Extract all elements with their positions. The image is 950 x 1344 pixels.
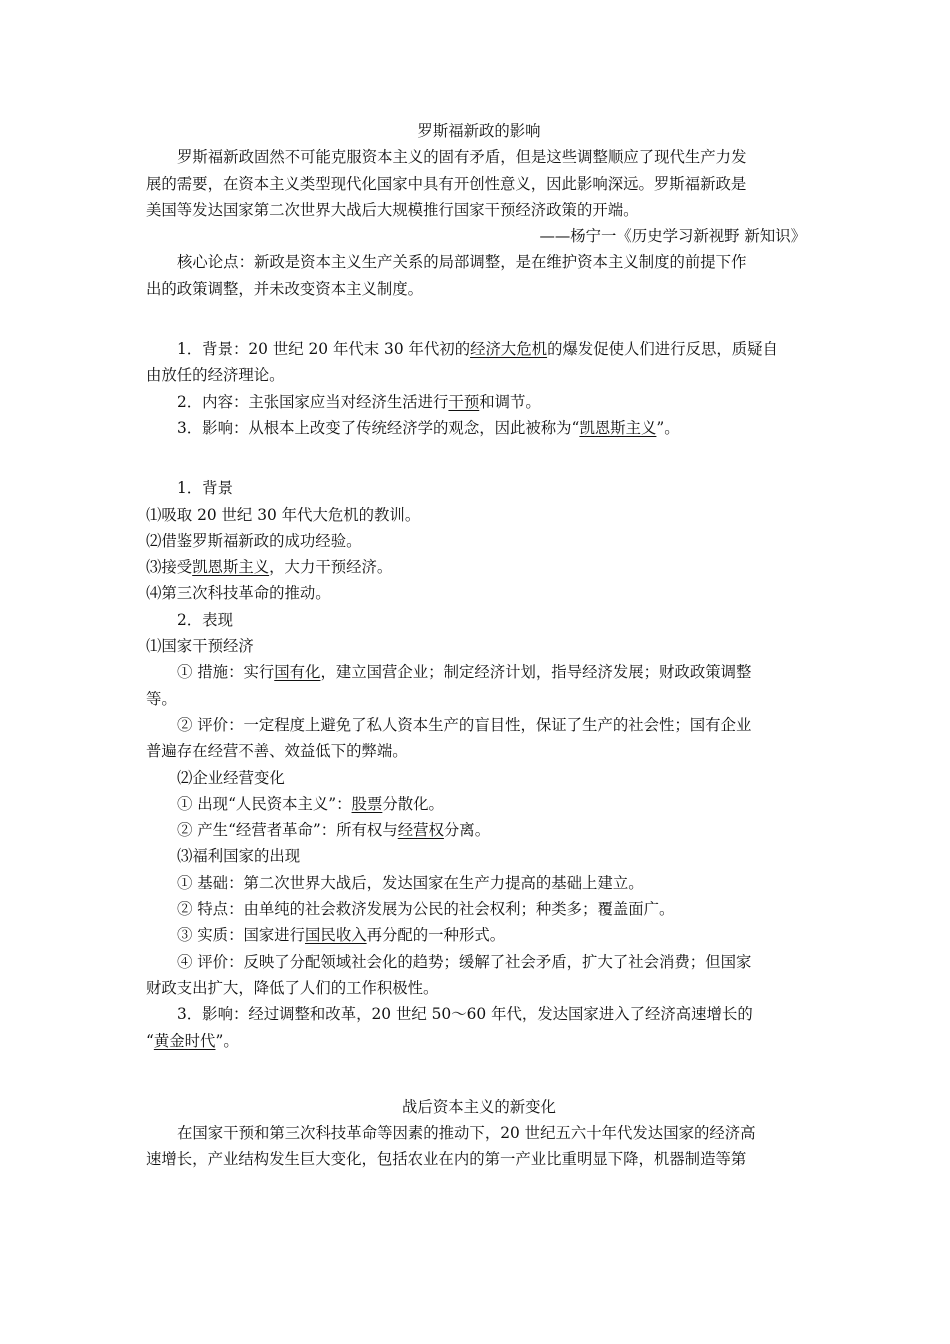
- list-item: ② 评价：一定程度上避免了私人资本生产的盲目性，保证了生产的社会性；国有企业: [177, 715, 752, 734]
- text: 1．背景：20 世纪 20 年代末 30 年代初的: [177, 340, 471, 359]
- text: ③ 实质：国家进行: [177, 926, 306, 945]
- list-item: ⑵借鉴罗斯福新政的成功经验。: [146, 531, 362, 550]
- text: 分离。: [443, 821, 491, 840]
- keyword: 国民收入: [305, 926, 367, 945]
- text: 再分配的一种形式。: [366, 926, 506, 945]
- subsection-heading: ⑶福利国家的出现: [177, 847, 301, 866]
- postwar-manifestation-heading: 2．表现: [177, 610, 233, 629]
- text: ”。: [215, 1031, 239, 1050]
- list-item: [146, 554, 812, 580]
- list-item: ④ 评价：反映了分配领域社会化的趋势；缓解了社会矛盾，扩大了社会消费；但国家: [177, 952, 752, 971]
- text: ，建立国营企业；制定经济计划，指导经济发展；财政政策调整: [320, 663, 752, 682]
- postwar-background-heading: 1．背景: [177, 479, 233, 498]
- keynes-impact: [146, 415, 812, 441]
- section-title-roosevelt: 罗斯福新政的影响: [417, 122, 541, 140]
- section-title-postwar: 战后资本主义的新变化: [402, 1097, 556, 1116]
- postwar-impact-cont: [146, 1028, 812, 1054]
- text: ”。: [656, 418, 680, 437]
- core-argument-line: 核心论点：新政是资本主义生产关系的局部调整，是在维护资本主义制度的前提下作: [177, 253, 747, 272]
- text: ① 出现“人民资本主义”：: [177, 794, 352, 813]
- document-page: [146, 118, 812, 1173]
- keyword: 经营权: [397, 821, 444, 840]
- text: 2．内容：主张国家应当对经济生活进行: [177, 392, 449, 411]
- core-argument-line: 出的政策调整，并未改变资本主义制度。: [146, 279, 424, 298]
- paragraph-line: 展的需要，在资本主义类型现代化国家中具有开创性意义，因此影响深远。罗斯福新政是: [146, 174, 747, 193]
- keynes-content: [146, 389, 812, 415]
- list-item-cont: 财政支出扩大，降低了人们的工作积极性。: [146, 978, 439, 997]
- keynes-background-cont: 由放任的经济理论。: [146, 366, 285, 385]
- keyword: 黄金时代: [153, 1031, 216, 1050]
- keynes-background: [146, 336, 812, 362]
- text: 3．影响：从根本上改变了传统经济学的观念，因此被称为“: [177, 418, 580, 437]
- text: “: [146, 1031, 154, 1050]
- text: 和调节。: [479, 392, 541, 411]
- list-item: ② 特点：由单纯的社会救济发展为公民的社会权利；种类多；覆盖面广。: [177, 900, 675, 919]
- keyword: 经济大危机: [470, 340, 548, 359]
- keyword: 国有化: [274, 663, 321, 682]
- list-item: [146, 922, 812, 948]
- list-item: [146, 817, 812, 843]
- subsection-heading: ⑴国家干预经济: [146, 637, 254, 656]
- text: ① 措施：实行: [177, 663, 275, 682]
- list-item-cont: 等。: [146, 689, 177, 708]
- keyword: 凯恩斯主义: [192, 558, 270, 577]
- paragraph-line: 在国家干预和第三次科技革命等因素的推动下，20 世纪五六十年代发达国家的经济高: [177, 1124, 756, 1143]
- quote-source: ——杨宁一《历史学习新视野 新知识》: [539, 227, 806, 246]
- list-item: [146, 659, 812, 685]
- subsection-heading: ⑵企业经营变化: [177, 768, 285, 787]
- text: ⑶接受: [146, 558, 193, 577]
- postwar-impact: 3．影响：经过调整和改革，20 世纪 50～60 年代，发达国家进入了经济高速增长的: [177, 1005, 753, 1024]
- list-item: ⑷第三次科技革命的推动。: [146, 584, 331, 603]
- list-item: ⑴吸取 20 世纪 30 年代大危机的教训。: [146, 505, 421, 524]
- paragraph-line: 美国等发达国家第二次世界大战后大规模推行国家干预经济政策的开端。: [146, 200, 639, 219]
- text: 的爆发促使人们进行反思，质疑自: [547, 340, 778, 359]
- list-item: ① 基础：第二次世界大战后，发达国家在生产力提高的基础上建立。: [177, 873, 644, 892]
- paragraph-line: 罗斯福新政固然不可能克服资本主义的固有矛盾，但是这些调整顺应了现代生产力发: [177, 148, 747, 167]
- list-item: [146, 791, 812, 817]
- keyword: 凯恩斯主义: [579, 418, 657, 437]
- keyword: 股票: [351, 794, 383, 813]
- text: ② 产生“经营者革命”：所有权与: [177, 821, 398, 840]
- list-item-cont: 普遍存在经营不善、效益低下的弊端。: [146, 742, 408, 761]
- text: ，大力干预经济。: [269, 558, 393, 577]
- paragraph-line: 速增长，产业结构发生巨大变化，包括农业在内的第一产业比重明显下降，机器制造等第: [146, 1150, 747, 1169]
- text: 分散化。: [382, 794, 444, 813]
- keyword: 干预: [448, 392, 480, 411]
